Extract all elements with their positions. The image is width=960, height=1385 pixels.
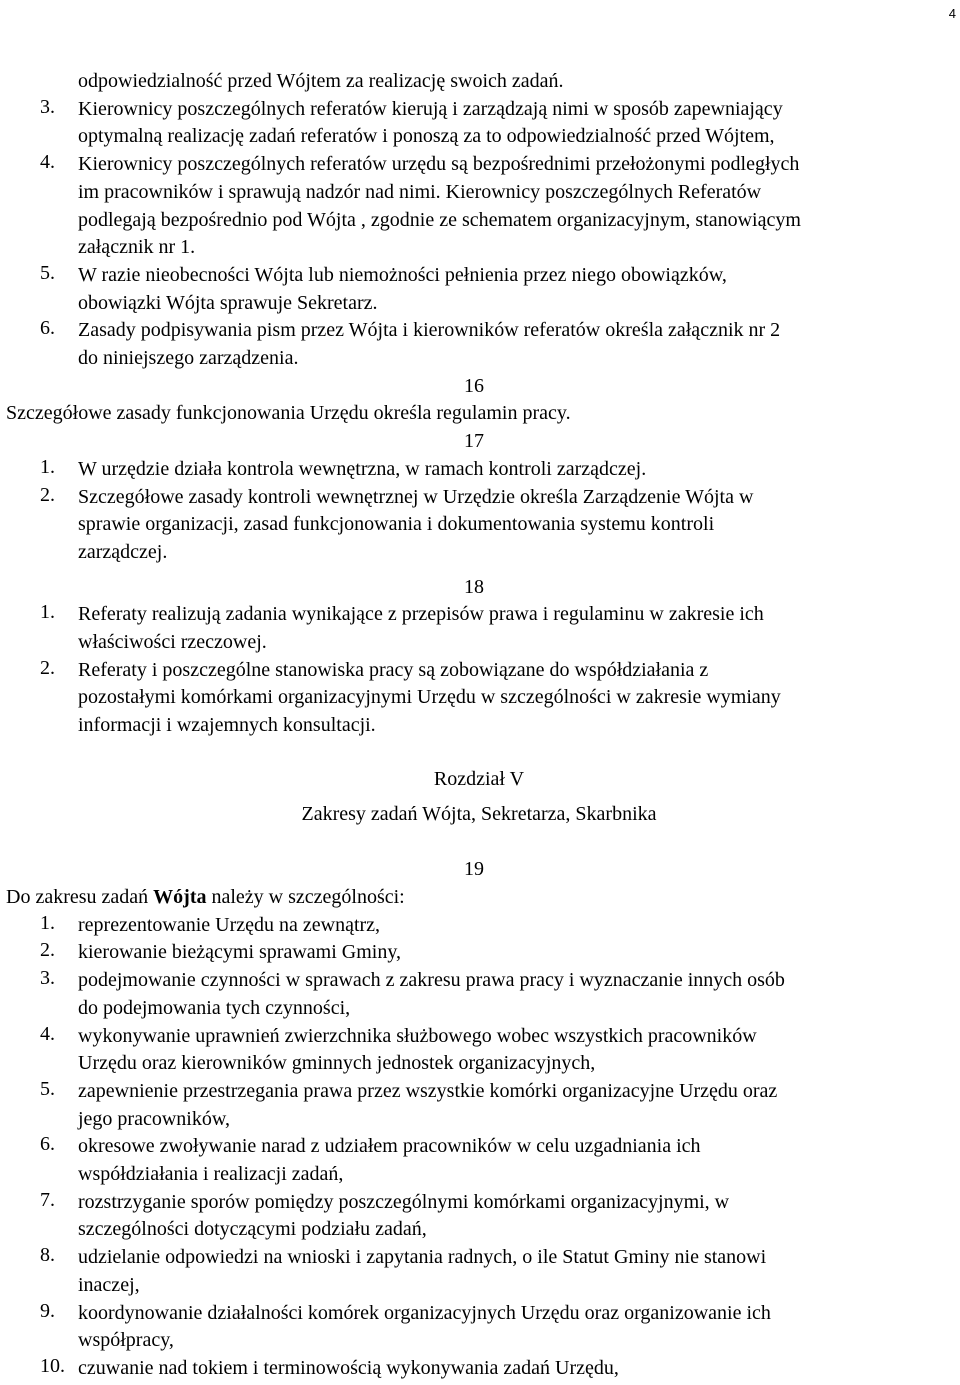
list-item-line: udzielanie odpowiedzi na wnioski i zapytania radnych, o ile Statut Gminy nie stanowi — [78, 1246, 767, 1269]
paragraph-16-text: Szczegółowe zasady funkcjonowania Urzędu określa regulamin pracy. — [6, 402, 571, 425]
list-item-line: okresowe zwoływanie narad z udziałem pracowników w celu uzgadniania ich — [78, 1135, 701, 1158]
list-item-line: załącznik nr 1. — [78, 236, 196, 259]
list-item-line: Referaty realizują zadania wynikające z przepisów prawa i regulaminu w zakresie ich — [78, 603, 764, 626]
list-item-number: 3. — [40, 95, 55, 118]
list-item — [6, 96, 952, 151]
list-item-line: W urzędzie działa kontrola wewnętrzna, w ramach kontroli zarządczej. — [78, 457, 647, 480]
list-item-number: 2. — [40, 483, 55, 506]
list-item-line: sprawie organizacji, zasad funkcjonowania i dokumentowania systemu kontroli — [78, 513, 715, 536]
list-item — [6, 657, 952, 740]
list-item-line: szczególności dotyczącymi podziału zadań, — [78, 1218, 427, 1241]
list-item — [6, 1300, 952, 1355]
section-19-list — [6, 912, 952, 1383]
section-18-list — [6, 601, 952, 740]
list-item-line: Kierownicy poszczególnych referatów kierują i zarządzają nimi w sposób zapewniający — [78, 97, 783, 120]
paragraph-16-heading: 16 — [464, 374, 484, 397]
list-item-number: 2. — [40, 656, 55, 679]
list-item-line: do niniejszego zarządzenia. — [78, 347, 299, 370]
list-item — [6, 1078, 952, 1133]
list-item-line: podlegają bezpośrednio pod Wójta , zgodnie ze schematem organizacyjnym, stanowiącym — [78, 208, 801, 231]
list-item-line: zarządczej. — [78, 540, 168, 563]
list-item-line: kierowanie bieżącymi sprawami Gminy, — [78, 941, 402, 964]
list-item-line: optymalną realizację zadań referatów i ponoszą za to odpowiedzialność przed Wójtem, — [78, 125, 775, 148]
list-item-number: 5. — [40, 261, 55, 284]
list-item-number: 7. — [40, 1188, 55, 1211]
list-item-line: zapewnienie przestrzegania prawa przez wszystkie komórki organizacyjne Urzędu oraz — [78, 1079, 778, 1102]
intro-bold-wojta: Wójta — [153, 885, 207, 908]
list-item-line: Szczegółowe zasady kontroli wewnętrznej w Urzędzie określa Zarządzenie Wójta w — [78, 485, 754, 508]
document-body — [6, 68, 952, 1383]
intro-text-after: należy w szczególności: — [206, 885, 405, 908]
list-item-line: właściwości rzeczowej. — [78, 631, 267, 654]
list-item — [6, 1023, 952, 1078]
list-item — [6, 317, 952, 372]
list-item — [6, 1133, 952, 1188]
list-item-number: 6. — [40, 317, 55, 340]
list-item-line: pozostałymi komórkami organizacyjnymi Urzędu w szczególności w zakresie wymiany — [78, 686, 781, 709]
section-15-list — [6, 96, 952, 373]
list-item-line: rozstrzyganie sporów pomiędzy poszczególnymi komórkami organizacyjnymi, w — [78, 1190, 730, 1213]
chapter-subtitle: Zakresy zadań Wójta, Sekretarza, Skarbnika — [301, 802, 657, 825]
continuation-text: odpowiedzialność przed Wójtem za realizację swoich zadań. — [78, 70, 564, 92]
list-item-number: 4. — [40, 151, 55, 174]
list-item — [6, 1189, 952, 1244]
page-number: 4 — [948, 6, 956, 21]
intro-text-before: Do zakresu zadań — [6, 885, 154, 908]
list-item — [6, 484, 952, 567]
paragraph-18-heading: 18 — [464, 575, 484, 598]
list-item — [6, 1244, 952, 1299]
list-item-line: współdziałania i realizacji zadań, — [78, 1163, 344, 1186]
list-item-line: W razie nieobecności Wójta lub niemożności pełnienia przez niego obowiązków, — [78, 263, 727, 286]
list-item-line: współpracy, — [78, 1329, 174, 1352]
list-item-line: Referaty i poszczególne stanowiska pracy są zobowiązane do współdziałania z — [78, 658, 709, 681]
list-item — [6, 456, 952, 484]
list-item-number: 2. — [40, 939, 55, 962]
list-item-number: 6. — [40, 1133, 55, 1156]
list-item-number: 4. — [40, 1022, 55, 1045]
list-item-number: 1. — [40, 911, 55, 934]
list-item — [6, 151, 952, 262]
list-item-line: obowiązki Wójta sprawuje Sekretarz. — [78, 291, 378, 314]
list-item-line: informacji i wzajemnych konsultacji. — [78, 714, 376, 737]
list-item-number: 3. — [40, 967, 55, 990]
list-item-line: reprezentowanie Urzędu na zewnątrz, — [78, 913, 381, 936]
paragraph-19-heading: 19 — [464, 858, 484, 881]
list-item-line: podejmowanie czynności w sprawach z zakresu prawa pracy i wyznaczanie innych osób — [78, 969, 785, 992]
chapter-title: Rozdział V — [433, 767, 525, 790]
list-item-number: 5. — [40, 1077, 55, 1100]
list-item-number: 1. — [40, 455, 55, 478]
list-item-line: do podejmowania tych czynności, — [78, 996, 351, 1019]
list-item-number: 10. — [40, 1354, 65, 1377]
list-item-line: Kierownicy poszczególnych referatów urzędu są bezpośrednimi przełożonymi podległych — [78, 153, 800, 176]
list-item-number: 8. — [40, 1244, 55, 1267]
list-item — [6, 601, 952, 656]
section-17-list — [6, 456, 952, 567]
list-item — [6, 1355, 952, 1383]
list-item-line: im pracowników i sprawują nadzór nad nimi. Kierownicy poszczególnych Referatów — [78, 180, 762, 203]
list-item-number: 9. — [40, 1299, 55, 1322]
list-item-line: czuwanie nad tokiem i terminowością wykonywania zadań Urzędu, — [78, 1356, 619, 1379]
list-item-line: koordynowanie działalności komórek organizacyjnych Urzędu oraz organizowanie ich — [78, 1301, 771, 1324]
list-item — [6, 912, 952, 940]
list-item-line: Urzędu oraz kierowników gminnych jednostek organizacyjnych, — [78, 1052, 596, 1075]
list-item-line: inaczej, — [78, 1273, 140, 1296]
list-item-line: jego pracowników, — [78, 1107, 230, 1130]
list-item — [6, 262, 952, 317]
list-item — [6, 967, 952, 1022]
list-item-number: 1. — [40, 601, 55, 624]
paragraph-17-heading: 17 — [464, 430, 484, 453]
list-item — [6, 939, 952, 967]
list-item-line: wykonywanie uprawnień zwierzchnika służbowego wobec wszystkich pracowników — [78, 1024, 757, 1047]
paragraph-19-intro — [6, 884, 952, 912]
list-item-line: Zasady podpisywania pism przez Wójta i kierowników referatów określa załącznik nr 2 — [78, 319, 781, 342]
